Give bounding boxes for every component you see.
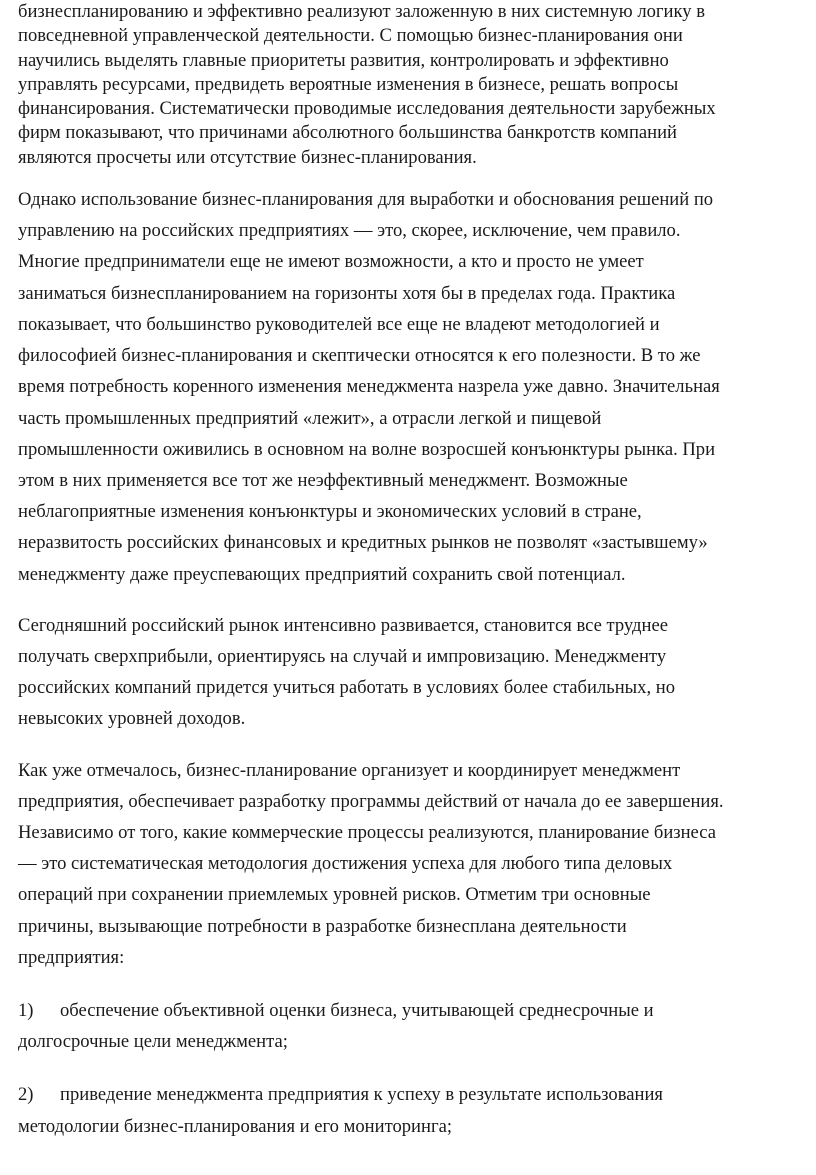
text-line: предприятия: [18, 946, 125, 968]
list-item-line [18, 1079, 803, 1110]
text-line: финансирования. Систематически проводимые исследования деятельности зарубежных [18, 98, 716, 120]
text-line: предприятия, обеспечивает разработку программы действий от начала до ее завершения. [18, 790, 724, 812]
text-line: управлению на российских предприятиях — это, скорее, исключение, чем правило. [18, 220, 681, 242]
text-line: заниматься бизнеспланированием на горизонты хотя бы в пределах года. Практика [18, 282, 676, 304]
text-line: Независимо от того, какие коммерческие процессы реализуются, планирование бизнеса [18, 821, 717, 843]
text-line: Сегодняшний российский рынок интенсивно развивается, становится все труднее [18, 614, 668, 636]
text-line: менеджменту даже преуспевающих предприятий сохранить свой потенциал. [18, 563, 626, 585]
list-item-text: обеспечение объективной оценки бизнеса, учитывающей среднесрочные и [60, 999, 654, 1021]
text-line: причины, вызывающие потребности в разработке бизнесплана деятельности [18, 915, 627, 937]
list-item-text: приведение менеджмента предприятия к успеху в результате использования [60, 1084, 663, 1106]
paragraph-spacer [18, 973, 803, 995]
text-line: являются просчеты или отсутствие бизнес-планирования. [18, 146, 477, 168]
paragraph-spacer [18, 1057, 803, 1079]
text-line: операций при сохранении приемлемых уровней рисков. Отметим три основные [18, 884, 651, 906]
text-line: — это систематическая методология достижения успеха для любого типа деловых [18, 853, 673, 875]
text-line: показывает, что большинство руководителей все еще не владеют методологией и [18, 313, 660, 335]
text-line: неразвитость российских финансовых и кредитных рынков не позволят «застывшему» [18, 532, 708, 554]
list-item [18, 995, 803, 1057]
text-line: невысоких уровней доходов. [18, 708, 246, 730]
paragraph-spacer [18, 590, 803, 610]
list-item-continuation: долгосрочные цели менеджмента; [18, 1031, 288, 1053]
paragraph-spacer [18, 735, 803, 755]
list-item-continuation: методологии бизнес-планирования и его мониторинга; [18, 1115, 453, 1137]
document-page [18, 0, 803, 1142]
paragraph-3 [18, 610, 803, 735]
text-line: Многие предприниматели еще не имеют возможности, а кто и просто не умеет [18, 251, 644, 273]
text-line: бизнеспланированию и эффективно реализуют заложенную в них системную логику в [18, 1, 705, 22]
text-line: часть промышленных предприятий «лежит», а отрасли легкой и пищевой [18, 407, 602, 429]
text-line: фирм показывают, что причинами абсолютного большинства банкротств компаний [18, 122, 678, 144]
text-line: управлять ресурсами, предвидеть вероятные изменения в бизнесе, решать вопросы [18, 73, 679, 95]
text-line: этом в них применяется все тот же неэффективный менеджмент. Возможные [18, 469, 628, 491]
paragraph-spacer [18, 170, 803, 184]
text-line: философией бизнес-планирования и скептически относятся к его полезности. В то же [18, 345, 701, 367]
text-line: российских компаний придется учиться работать в условиях более стабильных, но [18, 677, 675, 699]
list-number: 2) [18, 1084, 34, 1106]
text-line: повседневной управленческой деятельности. С помощью бизнес-планирования они [18, 25, 683, 47]
list-item [18, 1079, 803, 1141]
text-line: время потребность коренного изменения менеджмента назрела уже давно. Значительная [18, 376, 720, 398]
list-item-line [18, 995, 803, 1026]
text-line: получать сверхприбыли, ориентируясь на случай и импровизацию. Менеджменту [18, 645, 667, 667]
paragraph-2 [18, 184, 803, 590]
paragraph-1 [18, 0, 803, 170]
text-line: научились выделять главные приоритеты развития, контролировать и эффективно [18, 49, 669, 71]
paragraph-4 [18, 755, 803, 973]
text-line: неблагоприятные изменения конъюнктуры и экономических условий в стране, [18, 501, 642, 523]
text-line: промышленности оживились в основном на волне возросшей конъюнктуры рынка. При [18, 438, 716, 460]
list-number: 1) [18, 999, 34, 1021]
text-line: Однако использование бизнес-планирования для выработки и обоснования решений по [18, 189, 714, 211]
text-line: Как уже отмечалось, бизнес-планирование организует и координирует менеджмент [18, 759, 681, 781]
